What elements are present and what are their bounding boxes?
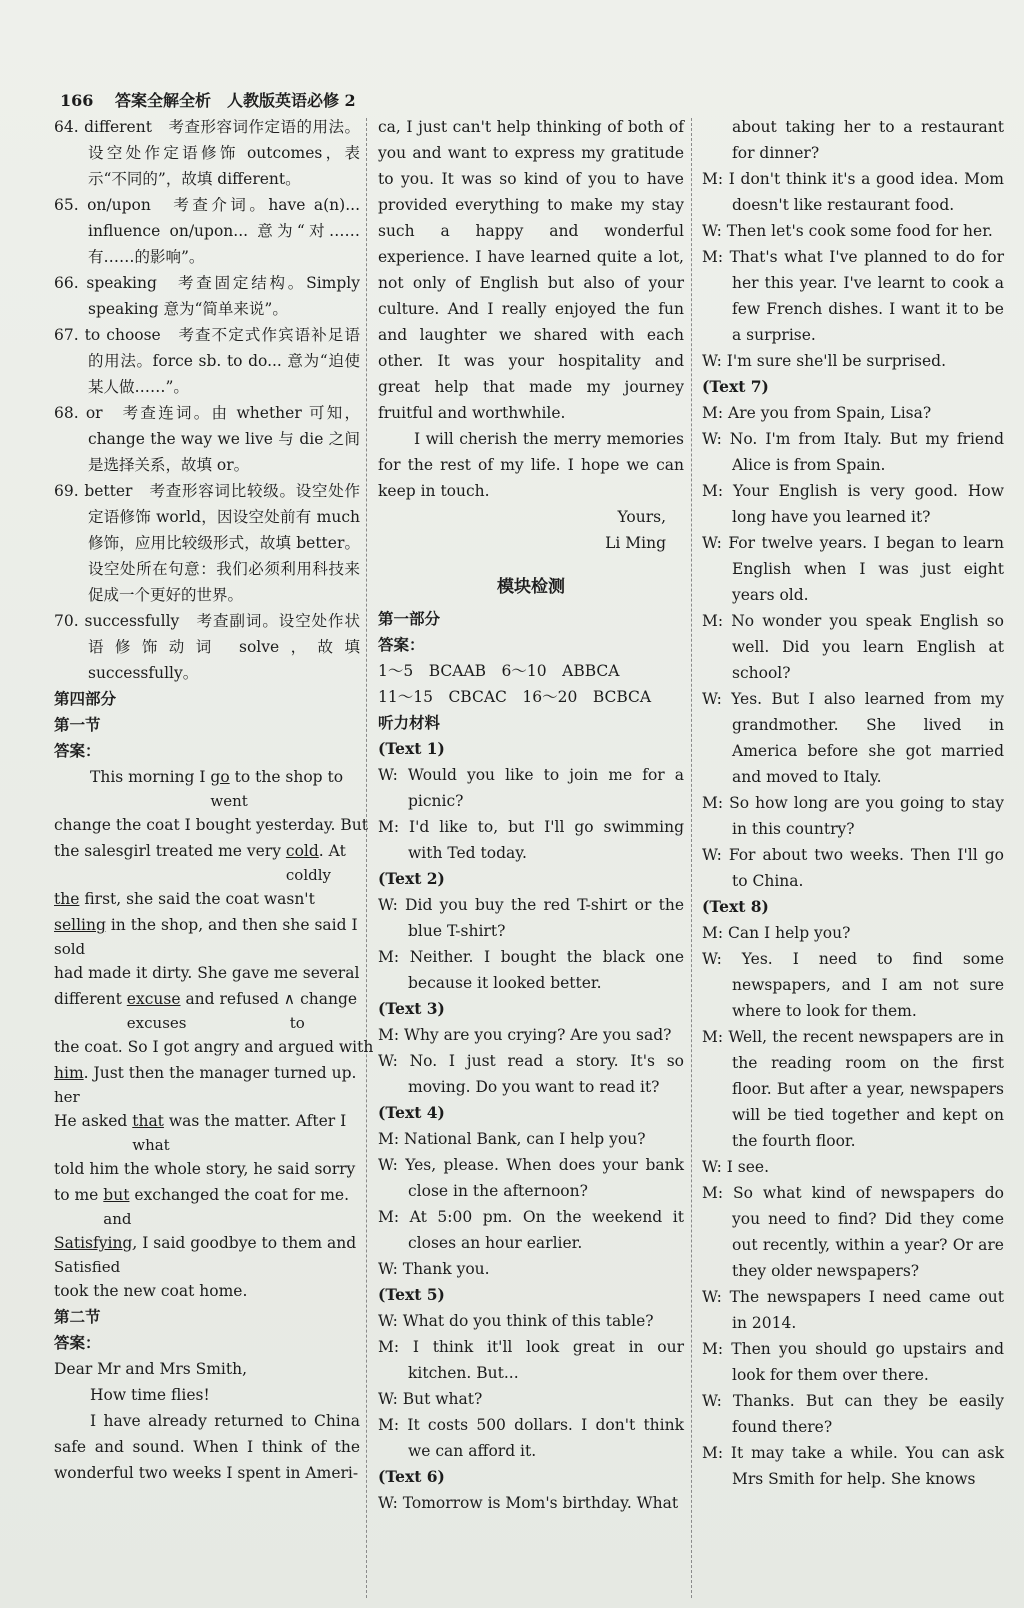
answer-item: 68. or 考查连词。由 whether 可知，change the way we live 与 die 之间是选择关系，故填 or。 bbox=[54, 404, 360, 474]
dialogue-line: about taking her to a restaurant for dinner? bbox=[732, 118, 1004, 162]
text-label: (Text 8) bbox=[702, 897, 769, 916]
part-heading: 第一部分 bbox=[378, 609, 441, 628]
wrong-word: Satisfying bbox=[54, 1234, 133, 1252]
wrong-word: selling bbox=[54, 916, 106, 934]
text-label: (Text 5) bbox=[378, 1285, 445, 1304]
dialogue-line: W: Yes. I need to find some newspapers, and I am not sure where to look for them. bbox=[702, 950, 1004, 1020]
answer-item: 70. successfully 考查副词。设空处作状语修饰动词 solve，故填 successfully。 bbox=[54, 612, 360, 682]
correction-line bbox=[54, 912, 360, 938]
dialogue-line: M: Well, the recent newspapers are in the reading room on the first floor. But after a year, newspapers will be tied together and kept on the fourth floor. bbox=[702, 1028, 1004, 1150]
letter-paragraph: ca, I just can't help thinking of both of you and want to express my gratitude to you. It was so kind of you to have provided everything to make my stay such a happy and wonderful experience. I have learned quite a lot, not only of English but also of your culture. And I really enjoyed the fun and laughter we shared with each other. It was your hospitality and great help that made my journey fruitful and worthwhile. bbox=[378, 118, 684, 422]
correction-text: . Just then the manager turned up. bbox=[83, 1064, 357, 1082]
listening-texts bbox=[702, 374, 1004, 1492]
text-label: (Text 6) bbox=[378, 1467, 445, 1486]
wrong-word: the bbox=[54, 890, 80, 908]
correction-fix-line bbox=[54, 1134, 360, 1156]
wrong-word: that bbox=[132, 1112, 164, 1130]
answer-item: 64. different 考查形容词作定语的用法。设空处作定语修饰 outcomes，表示“不同的”，故填 different。 bbox=[54, 118, 360, 188]
correction-text: to the shop to bbox=[229, 768, 344, 786]
text-label: (Text 2) bbox=[378, 869, 445, 888]
dialogue-line: M: I think it'll look great in our kitchen. But... bbox=[378, 1338, 684, 1382]
book-title: 答案全解全析 人教版英语必修 2 bbox=[114, 91, 356, 110]
correction-text: , I said goodbye to them and bbox=[132, 1234, 357, 1252]
correction-text: first, she said the coat wasn't bbox=[79, 890, 315, 908]
correction-line bbox=[54, 838, 360, 864]
dialogue-line: M: Then you should go upstairs and look for them over there. bbox=[702, 1340, 1004, 1384]
letter-greeting: Dear Mr and Mrs Smith, bbox=[54, 1360, 248, 1378]
wrong-word: go bbox=[210, 768, 230, 786]
dialogue-line: W: But what? bbox=[378, 1390, 483, 1408]
dialogue-line: M: Neither. I bought the black one because it looked better. bbox=[378, 948, 684, 992]
module-title: 模块检测 bbox=[497, 577, 565, 597]
page-number: 166 bbox=[60, 91, 94, 110]
correction-fix-line bbox=[54, 1012, 360, 1034]
dialogue-line: W: Tomorrow is Mom's birthday. What bbox=[378, 1494, 679, 1512]
letter-signature: Li Ming bbox=[605, 534, 666, 552]
corrected-word: what bbox=[132, 1136, 170, 1154]
answer-key: 1～5 BCAAB 6～10 ABBCA bbox=[378, 662, 620, 680]
answer-item: 67. to choose 考查不定式作宾语补足语的用法。force sb. to do... 意为“迫使某人做……”。 bbox=[54, 326, 360, 396]
text-label: (Text 3) bbox=[378, 999, 445, 1018]
dialogue-line: W: Did you buy the red T-shirt or the blue T-shirt? bbox=[378, 896, 684, 940]
dialogue-line: W: No. I just read a story. It's so moving. Do you want to read it? bbox=[378, 1052, 684, 1096]
corrected-word: her bbox=[54, 1088, 80, 1106]
dialogue-line: M: National Bank, can I help you? bbox=[378, 1130, 646, 1148]
correction-text: in the shop, and then she said I bbox=[105, 916, 358, 934]
corrected-word: coldly bbox=[285, 866, 331, 884]
correction-text: was the matter. After I bbox=[163, 1112, 347, 1130]
correction-line bbox=[54, 1156, 360, 1182]
letter-paragraph: I will cherish the merry memories for the rest of my life. I hope we can keep in touch. bbox=[378, 430, 684, 500]
correction-text: different bbox=[54, 990, 127, 1008]
correction-fix-line bbox=[54, 938, 360, 960]
dialogue-line: W: No. I'm from Italy. But my friend Alice is from Spain. bbox=[702, 430, 1004, 474]
listening-heading: 听力材料 bbox=[378, 713, 441, 732]
dialogue-line: M: I don't think it's a good idea. Mom doesn't like restaurant food. bbox=[702, 170, 1004, 214]
dialogue-line: M: I'd like to, but I'll go swimming with Ted today. bbox=[378, 818, 684, 862]
correction-text: This morning I bbox=[90, 768, 211, 786]
correction-line bbox=[54, 1108, 360, 1134]
dialogue-line: W: Thanks. But can they be easily found there? bbox=[702, 1392, 1004, 1436]
section-heading: 第二节 bbox=[54, 1307, 101, 1326]
correction-text: took the new coat home. bbox=[54, 1282, 248, 1300]
corrected-word: went bbox=[210, 792, 248, 810]
answer-label: 答案： bbox=[378, 635, 425, 654]
wrong-word: cold bbox=[285, 842, 319, 860]
dialogue-line: M: Can I help you? bbox=[702, 924, 851, 942]
dialogue-line: W: I see. bbox=[702, 1158, 770, 1176]
dialogue-line: W: Thank you. bbox=[378, 1260, 490, 1278]
dialogue-line: M: That's what I've planned to do for her this year. I've learnt to cook a few French dishes. I want it to be a surprise. bbox=[702, 248, 1004, 344]
correction-line bbox=[54, 1278, 360, 1304]
correction-text: had made it dirty. She gave me several bbox=[54, 964, 360, 982]
section-heading: 第一节 bbox=[54, 715, 101, 734]
column-divider bbox=[366, 118, 367, 1598]
correction-text: and refused ∧ change bbox=[180, 990, 358, 1008]
error-correction bbox=[54, 764, 374, 1304]
corrected-word: sold bbox=[54, 940, 86, 958]
correction-line bbox=[54, 1034, 374, 1060]
letter-paragraph: How time flies! bbox=[90, 1386, 210, 1404]
correction-text: exchanged the coat for me. bbox=[129, 1186, 350, 1204]
dialogue-line: W: Then let's cook some food for her. bbox=[702, 222, 993, 240]
corrected-word: excuses bbox=[126, 1014, 187, 1032]
wrong-word: excuse bbox=[126, 990, 181, 1008]
correction-text: the coat. So I got angry and argued with bbox=[54, 1038, 374, 1056]
listening-text bbox=[702, 166, 1004, 374]
correction-fix-line bbox=[54, 1086, 360, 1108]
letter-closing: Yours, bbox=[617, 508, 666, 526]
dialogue-line: M: It may take a while. You can ask Mrs Smith for help. She knows bbox=[702, 1444, 1004, 1488]
wrong-word: but bbox=[103, 1186, 130, 1204]
correction-line bbox=[54, 886, 360, 912]
correction-text: the salesgirl treated me very bbox=[54, 842, 286, 860]
answer-label: 答案： bbox=[54, 741, 101, 760]
dialogue-line: M: No wonder you speak English so well. Did you learn English at school? bbox=[702, 612, 1004, 682]
wrong-word: him bbox=[54, 1064, 84, 1082]
dialogue-line: M: Your English is very good. How long have you learned it? bbox=[702, 482, 1004, 526]
answer-item: 65. on/upon 考查介词。have a(n)... influence on/upon... 意为“对……有……的影响”。 bbox=[54, 196, 360, 266]
correction-text: . At bbox=[318, 842, 346, 860]
dialogue-line: W: Yes. But I also learned from my grandmother. She lived in America before she got married and moved to Italy. bbox=[702, 690, 1004, 786]
dialogue-line: M: At 5:00 pm. On the weekend it closes an hour earlier. bbox=[378, 1208, 684, 1252]
dialogue-line: M: So how long are you going to stay in this country? bbox=[702, 794, 1004, 838]
answer-item: 66. speaking 考查固定结构。Simply speaking 意为“简单来说”。 bbox=[54, 274, 360, 318]
correction-fix-line bbox=[54, 1256, 360, 1278]
answer-label: 答案： bbox=[54, 1333, 101, 1352]
dialogue-line: M: It costs 500 dollars. I don't think we can afford it. bbox=[378, 1416, 684, 1460]
answer-item: 69. better 考查形容词比较级。设空处作定语修饰 world，因设空处前有 much 修饰，应用比较级形式，故填 better。设空处所在句意：我们必须利用科技来促成一个更好的世界。 bbox=[54, 482, 360, 604]
correction-line bbox=[54, 812, 368, 838]
dialogue-line: W: Yes, please. When does your bank close in the afternoon? bbox=[378, 1156, 684, 1200]
correction-fix-line bbox=[54, 864, 360, 886]
text-label: (Text 4) bbox=[378, 1103, 445, 1122]
correction-fix-line bbox=[54, 1208, 360, 1230]
correction-line bbox=[54, 1230, 360, 1256]
corrected-word: Satisfied bbox=[54, 1258, 121, 1276]
dialogue-line: M: So what kind of newspapers do you need to find? Did they come out recently, within a year? Or are they older newspapers? bbox=[702, 1184, 1004, 1280]
dialogue-line: W: For about two weeks. Then I'll go to China. bbox=[702, 846, 1004, 890]
correction-fix-line bbox=[54, 790, 360, 812]
answer-key: 11～15 CBCAC 16～20 BCBCA bbox=[378, 688, 652, 706]
column-middle bbox=[378, 114, 684, 1516]
text-label: (Text 1) bbox=[378, 739, 445, 758]
listening-texts bbox=[378, 736, 684, 1516]
correction-line bbox=[54, 986, 360, 1012]
dialogue-line: M: Why are you crying? Are you sad? bbox=[378, 1026, 672, 1044]
correction-line bbox=[54, 960, 360, 986]
column-divider bbox=[691, 118, 692, 1598]
correction-text: He asked bbox=[54, 1112, 133, 1130]
dialogue-line: M: Are you from Spain, Lisa? bbox=[702, 404, 932, 422]
page-header bbox=[60, 88, 356, 111]
column-left bbox=[54, 114, 374, 1486]
dialogue-line: W: What do you think of this table? bbox=[378, 1312, 654, 1330]
column-right bbox=[702, 114, 1004, 1492]
corrected-word: and bbox=[103, 1210, 132, 1228]
letter-paragraph: I have already returned to China safe and sound. When I think of the wonderful two weeks I spent in Ameri- bbox=[54, 1412, 360, 1482]
correction-line bbox=[54, 764, 360, 790]
dialogue-line: W: The newspapers I need came out in 2014. bbox=[702, 1288, 1004, 1332]
dialogue-line: W: For twelve years. I began to learn English when I was just eight years old. bbox=[702, 534, 1004, 604]
corrected-word: to bbox=[289, 1014, 305, 1032]
correction-text: told him the whole story, he said sorry bbox=[54, 1160, 356, 1178]
dialogue-line: W: I'm sure she'll be surprised. bbox=[702, 352, 947, 370]
correction-line bbox=[54, 1060, 360, 1086]
correction-text: change the coat I bought yesterday. But bbox=[54, 816, 368, 834]
dialogue-line: W: Would you like to join me for a picnic? bbox=[378, 766, 684, 810]
correction-line bbox=[54, 1182, 360, 1208]
text-label: (Text 7) bbox=[702, 377, 769, 396]
part-heading: 第四部分 bbox=[54, 689, 117, 708]
correction-text: to me bbox=[54, 1186, 104, 1204]
